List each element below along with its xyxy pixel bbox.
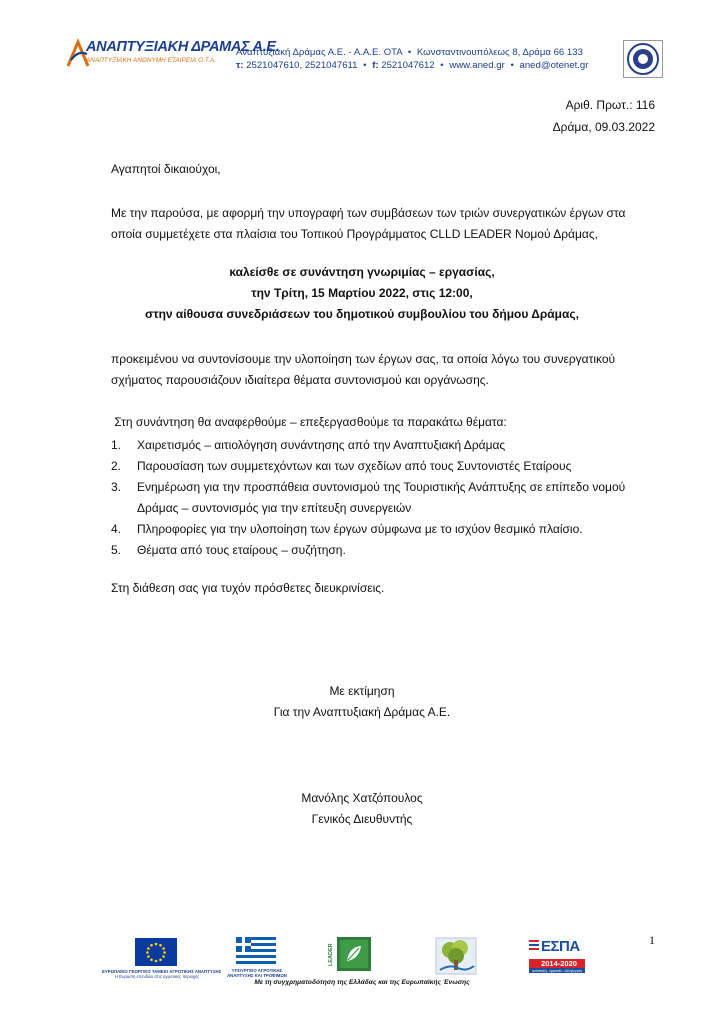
header-address: Κωνσταντινουπόλεως 8, Δράμα 66 133 [416,47,583,58]
phone-label: τ: [236,60,244,71]
list-text: Θέματα από τους εταίρους – συζήτηση. [137,543,346,557]
invitation-line-3: στην αίθουσα συνεδριάσεων του δημοτικού συμβουλίου του δήμου Δράμας, [145,307,579,321]
topics-intro: Στη συνάντηση θα αναφερθούμε – επεξεργασθούμε τα παρακάτω θέματα: [111,415,507,429]
header-website[interactable]: www.aned.gr [449,60,505,71]
ministry-caption [222,968,292,978]
espa-logo [527,936,587,974]
list-text: Πληροφορίες για την υλοποίηση των έργων σύμφωνα με το ισχύον θεσμικό πλαίσιο. [137,522,583,536]
espa-years: 2014-2020 [541,959,577,968]
invitation-line-1: καλείσθε σε συνάντηση γνωριμίας – εργασίας, [229,265,495,279]
bullet-icon: • [440,60,444,71]
list-number: 2. [111,459,122,473]
eu-flag-icon [135,938,177,966]
company-logo [66,38,280,72]
protocol-number: Αριθ. Πρωτ.: 116 [565,98,655,112]
espa-tagline: ανάπτυξη - εργασία - αλληλεγγύη [531,968,583,973]
leader-label: LEADER [328,943,334,966]
bullet-icon: • [407,47,412,58]
leader-label-wrap [327,936,337,972]
list-item [111,519,625,540]
topics-list [111,435,625,561]
purpose-line-2: σχήματος παρουσιάζουν ιδιαίτερα θέματα συντονισμού και οργάνωσης. [111,373,489,387]
greek-flag-icon [236,937,276,964]
list-item [111,456,625,477]
intro-line-2: οποία συμμετέχετε στα πλαίσια του Τοπικού Προγράμματος CLLD LEADER Νομού Δράμας, [111,227,598,241]
intro-line-1: Με την παρούσα, με αφορμή την υπογραφή των συμβάσεων των τριών συνεργατικών έργων στα [111,206,626,220]
eu-caption-line-1: ΕΥΡΩΠΑΪΚΟ ΓΕΩΡΓΙΚΟ ΤΑΜΕΙΟ ΑΓΡΟΤΙΚΗΣ ΑΝΑΠΤΥΞΗΣ [102,969,222,974]
local-program-logo-icon [434,936,478,976]
leader-logo-icon [337,937,371,971]
list-number: 4. [111,522,122,536]
logo-name: ΑΝΑΠΤΥΞΙΑΚΗ ΔΡΑΜΑΣ Α.Ε. [86,39,280,55]
logo-subtitle: ΑΝΑΠΤΥΞΙΑΚΗ ΑΝΩΝΥΜΗ ΕΤΑΙΡΕΙΑ Ο.Τ.Α. [86,57,217,64]
invitation-line-2: την Τρίτη, 15 Μαρτίου 2022, στις 12:00, [251,286,473,300]
closing-line: Στη διάθεση σας για τυχόν πρόσθετες διευκρινίσεις. [111,581,385,595]
eu-caption [102,969,222,979]
header-contact-line [236,60,588,71]
bullet-icon: • [510,60,514,71]
list-number: 3. [111,480,122,494]
greeting: Αγαπητοί δικαιούχοι, [111,162,221,176]
fax-label: f: [372,60,379,71]
cofunding-caption: Με τη συγχρηματοδότηση της Ελλάδας και της Ευρωπαϊκής Ένωσης [254,979,470,986]
list-text: Ενημέρωση για την προσπάθεια συντονισμού της Τουριστικής Ανάπτυξης σε επίπεδο νομού [137,480,626,494]
purpose-line-1: προκειμένου να συντονίσουμε την υλοποίηση των έργων σας, τα οποία λόγω του συνεργατικού [111,352,616,366]
list-text: Παρουσίαση των συμμετεχόντων και των σχεδίων από τους Συντονιστές Εταίρους [137,459,572,473]
ministry-caption-line-1: ΥΠΟΥΡΓΕΙΟ ΑΓΡΟΤΙΚΗΣ [231,968,283,973]
regards: Με εκτίμηση [329,684,395,698]
letter-date: Δράμα, 09.03.2022 [552,120,655,134]
header-phones: 2521047610, 2521047611 [246,60,358,71]
list-item [111,435,625,456]
bullet-icon: • [363,60,367,71]
list-number: 1. [111,438,122,452]
espa-label: ΕΣΠΑ [541,938,580,955]
signatory-name: Μανόλης Χατζόπουλος [301,791,423,805]
list-text: Χαιρετισμός – αιτιολόγηση συνάντησης από την Αναπτυξιακή Δράμας [137,438,506,452]
page-number: 1 [649,933,655,947]
list-item [111,540,625,561]
list-text-continued: Δράμας – συντονισμός για την επίτευξη συνεργειών [137,501,412,515]
ministry-caption-line-2: ΑΝΑΠΤΥΞΗΣ ΚΑΙ ΤΡΟΦΙΜΩΝ [227,973,287,978]
on-behalf: Για την Αναπτυξιακή Δράμας Α.Ε. [273,705,451,719]
header-address-line [236,47,583,58]
certification-seal-icon [623,40,663,78]
list-number: 5. [111,543,122,557]
header-company: Αναπτυξιακή Δράμας Α.Ε. - Α.Α.Ε. ΟΤΑ [236,47,403,58]
header-fax: 2521047612 [381,60,435,71]
eu-caption-line-2: Η Ευρώπη επενδύει στις αγροτικές περιοχές [114,974,200,979]
list-item [111,477,625,519]
signatory-title: Γενικός Διευθυντής [311,812,413,826]
header-email[interactable]: aned@otenet.gr [519,60,589,71]
